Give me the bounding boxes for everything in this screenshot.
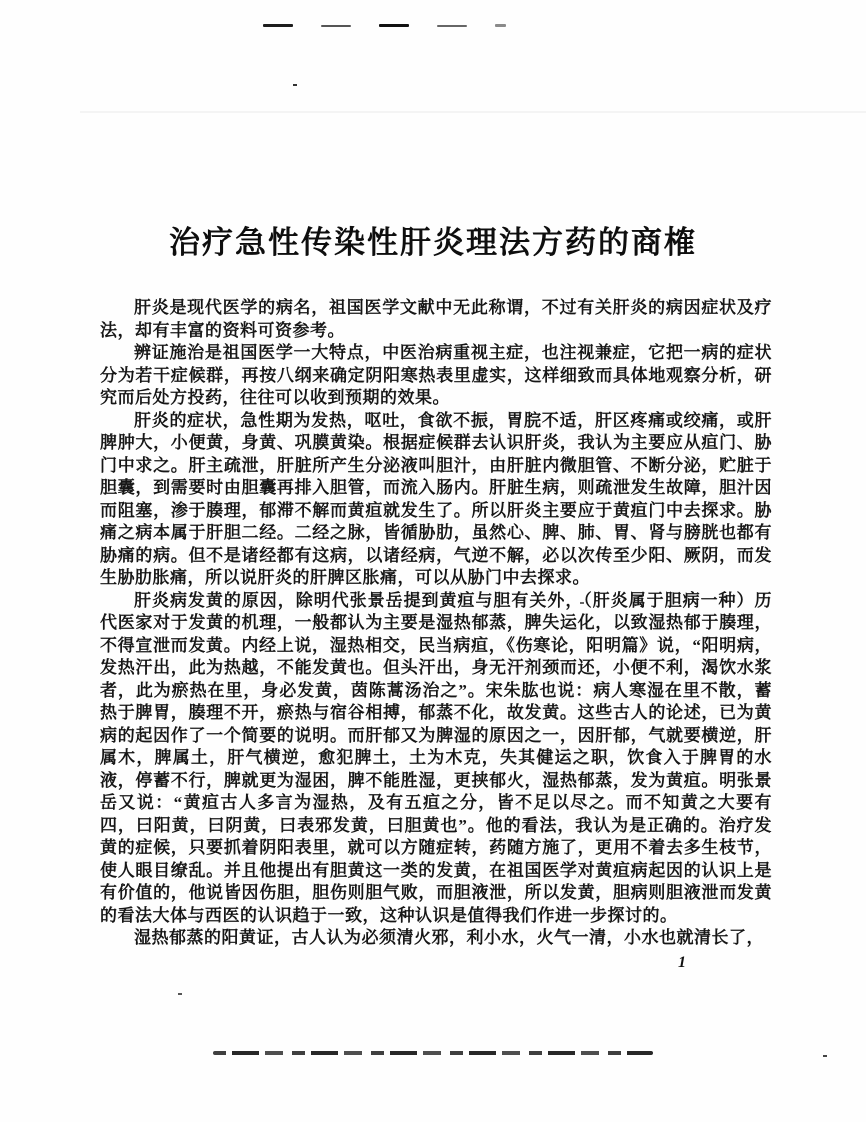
paragraph-1: 肝炎是现代医学的病名，祖国医学文献中无此称谓，不过有关肝炎的病因症状及疗法，却有丰富的资料可资参考。 [100, 298, 772, 340]
page-title: 治疗急性传染性肝炎理法方药的商榷 [169, 224, 697, 260]
scan-dash [379, 24, 409, 27]
paragraph-3: 肝炎的症状，急性期为发热，呕吐，食欲不振，胃脘不适，肝区疼痛或绞痛，或肝脾肿大，小便黄，身黄、巩膜黄染。根据症候群去认识肝炎，我认为主要应从疸门、胁门中求之。肝主疏泄，肝脏所产生分泌液叫胆汁，由肝脏内微胆管、不断分泌，贮脏于胆囊，到需要时由胆囊再排入胆管，而流入肠内。肝脏生病，则疏泄发生故障，胆汁因而阻塞，渗于腠理，郁滞不解而黄疸就发生了。所以肝炎主要应于黄疸门中去探求。胁痛之病本属于肝胆二经。二经之脉，皆循胁肋，虽然心、脾、肺、胃、肾与膀胱也都有胁痛的病。但不是诸经都有这病，以诸经病，气逆不解，必以次传至少阳、厥阴，而发生胁肋胀痛，所以说肝炎的肝脾区胀痛，可以从胁门中去探求。 [100, 410, 772, 587]
paragraph-4: 肝炎病发黄的原因，除明代张景岳提到黄疸与胆有关外，（肝炎属于胆病一种）历代医家对于发黄的机理，一般都认为主要是湿热郁蒸，脾失运化，以致湿热郁于腠理，不得宣泄而发黄。内经上说，湿热相交，民当病疸，《伤寒论，阳明篇》说，“阳明病，发热汗出，此为热越，不能发黄也。但头汗出，身无汗剂颈而还，小便不利，渴饮水浆者，此为瘀热在里，身必发黄，茵陈蒿汤治之”。宋朱肱也说：病人寒湿在里不散，蓄热于脾胃，腠理不开，瘀热与宿谷相搏，郁蒸不化，故发黄。这些古人的论述，已为黄病的起因作了一个简要的说明。而肝郁又为脾湿的原因之一，因肝郁，气就要横逆，肝属木，脾属土，肝气横逆，愈犯脾土，土为木克，失其健运之职，饮食入于脾胃的水液，停蓄不行，脾就更为湿困，脾不能胜湿，更挟郁火，湿热郁蒸，发为黄疸。明张景岳又说：“黄疸古人多言为湿热，及有五疸之分，皆不足以尽之。而不知黄之大要有四，曰阳黄，曰阴黄，曰表邪发黄，曰胆黄也”。他的看法，我认为是正确的。治疗发黄的症候，只要抓着阴阳表里，就可以方随症转，药随方施了，更用不着去多生枝节，使人眼目缭乱。并且他提出有胆黄这一类的发黄，在祖国医学对黄疸病起因的认识上是有价值的，他说皆因伤胆，胆伤则胆气败，而胆液泄，所以发黄，胆病则胆液泄而发黄的看法大体与西医的认识趋于一致，这种认识是值得我们作进一步探讨的。 [100, 590, 772, 925]
scan-artifact-bottom-smudge [213, 1051, 653, 1055]
scan-noise-specks [293, 84, 297, 86]
page-number: 1 [678, 954, 686, 971]
document-body [100, 297, 772, 950]
scan-dash [321, 25, 351, 27]
paragraph-5: 湿热郁蒸的阳黄证，古人认为必须清火邪，利小水，火气一清，小水也就清长了， [134, 928, 764, 947]
scan-dash [263, 24, 293, 27]
scan-dash [437, 25, 467, 27]
scan-dash [495, 24, 506, 27]
scan-artifact-band [80, 111, 866, 113]
paragraph-2: 辨证施治是祖国医学一大特点，中医治病重视主症，也注视兼症，它把一病的症状分为若干症候群，再按八纲来确定阴阳寒热表里虚实，这样细致而具体地观察分析，研究而后处方投药，往往可以收到预期的效果。 [100, 343, 772, 407]
scan-artifact-top-dashes [263, 24, 506, 27]
